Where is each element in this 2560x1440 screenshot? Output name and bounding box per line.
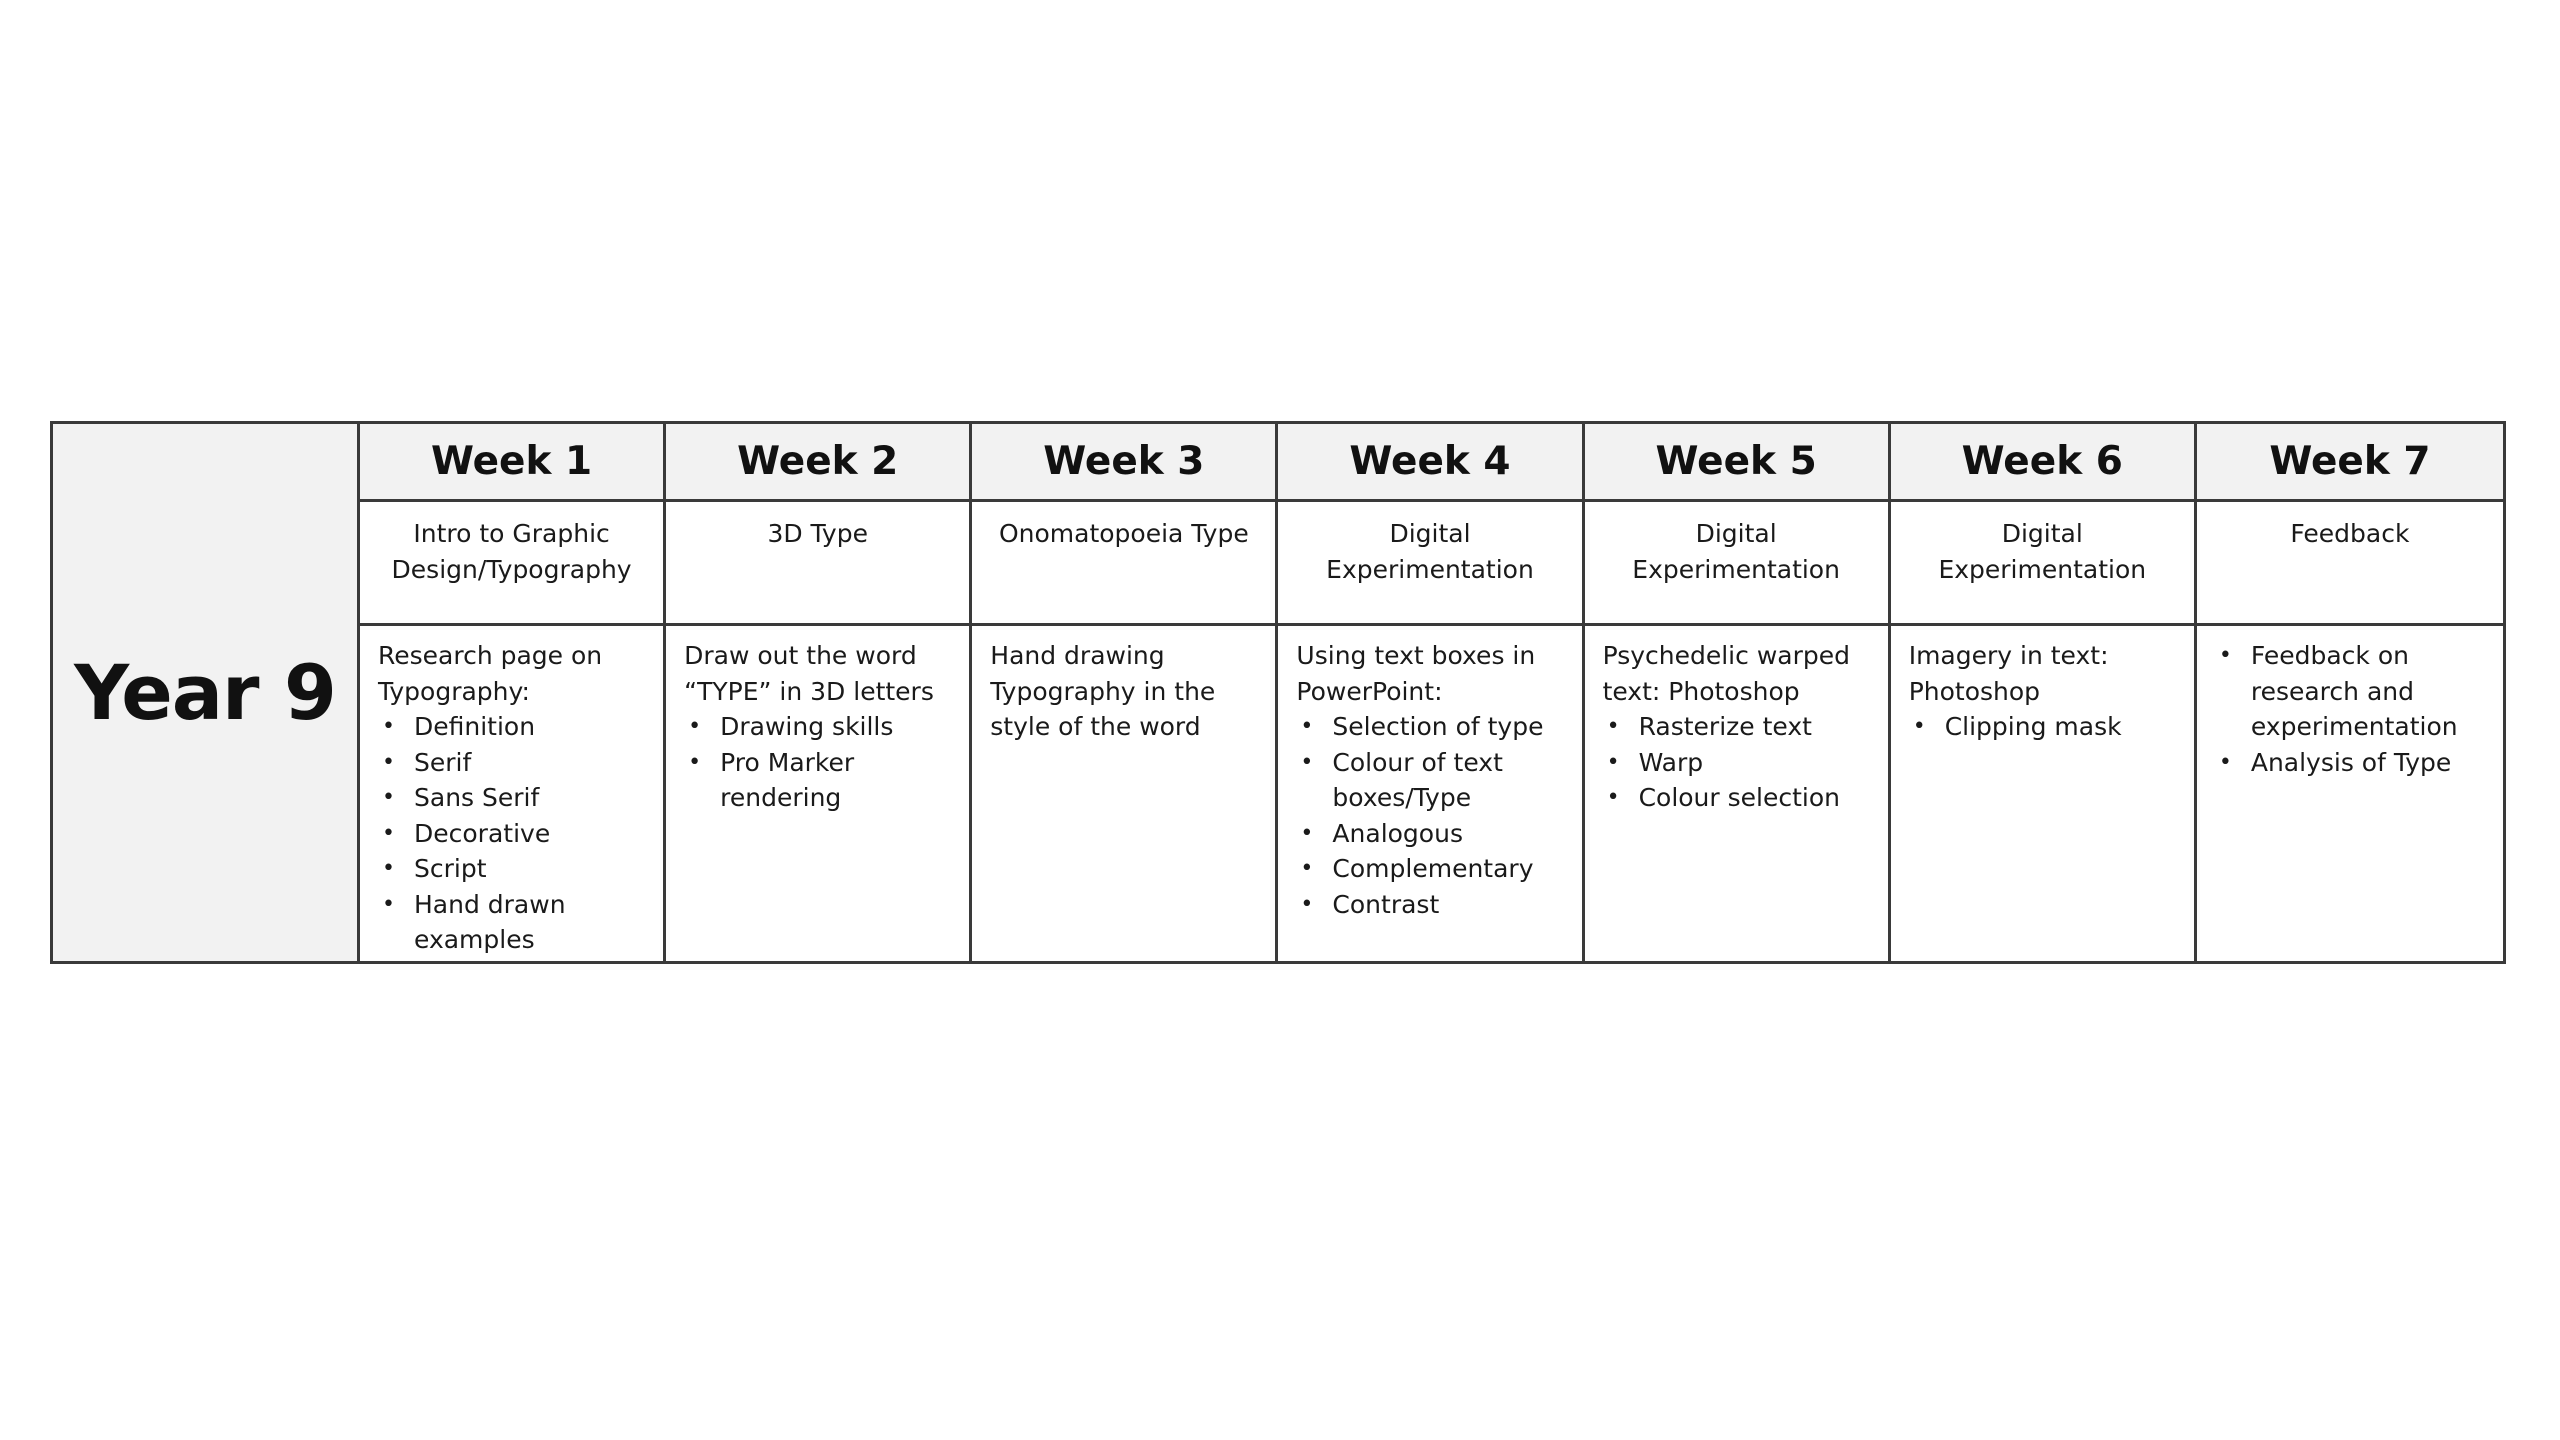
week-details-intro: Using text boxes in PowerPoint: <box>1296 641 1536 706</box>
week-topic: Digital Experimentation <box>1938 519 2147 584</box>
week-details-intro: Hand drawing Typography in the style of the word <box>990 641 1216 741</box>
bullet-dot-icon: • <box>1606 749 1620 775</box>
bullet-text: Analysis of Type <box>2250 747 2452 777</box>
week-topic: Feedback <box>2290 519 2410 548</box>
week-title: Week 7 <box>2269 439 2431 484</box>
bullet-text: Pro Marker rendering <box>720 747 855 812</box>
bullet-item <box>1603 709 1876 745</box>
bullet-text: Hand drawn examples <box>414 889 566 954</box>
bullet-item <box>1296 709 1569 745</box>
bullet-list <box>684 709 957 816</box>
week-header <box>2197 424 2503 502</box>
week-details-cell <box>360 626 666 961</box>
bullet-text: Warp <box>1638 747 1704 777</box>
week-header <box>1278 424 1584 502</box>
week-details-cell <box>1585 626 1891 961</box>
scheme-of-work-table <box>50 421 2506 964</box>
year-label: Year 9 <box>74 648 336 737</box>
week-details-intro: Draw out the word “TYPE” in 3D letters <box>684 641 934 706</box>
week-header <box>1891 424 2197 502</box>
week-title: Week 5 <box>1655 439 1817 484</box>
bullet-item <box>1603 780 1876 816</box>
week-header <box>1585 424 1891 502</box>
week-details-intro: Research page on Typography: <box>378 641 603 706</box>
bullet-dot-icon: • <box>382 856 395 881</box>
week-header <box>666 424 972 502</box>
bullet-item <box>1296 887 1569 923</box>
week-topic: 3D Type <box>767 519 868 548</box>
bullet-text: Clipping mask <box>1944 712 2122 741</box>
bullet-item <box>684 745 957 816</box>
bullet-text: Serif <box>414 747 472 777</box>
bullet-dot-icon: • <box>1300 714 1314 739</box>
week-details-intro: Imagery in text: Photoshop <box>1908 641 2109 706</box>
bullet-dot-icon: • <box>1606 785 1620 810</box>
bullet-dot-icon: • <box>382 891 395 917</box>
bullet-dot-icon: • <box>1912 714 1926 739</box>
bullet-text: Colour selection <box>1638 783 1840 812</box>
bullet-item <box>378 816 651 852</box>
year-cell <box>53 424 360 961</box>
bullet-text: Complementary <box>1332 854 1534 883</box>
week-header <box>972 424 1278 502</box>
week-topic: Intro to Graphic Design/Typography <box>391 519 632 584</box>
bullet-dot-icon: • <box>688 749 702 775</box>
bullet-text: Selection of type <box>1332 712 1544 741</box>
bullet-item <box>378 780 651 816</box>
bullet-text: Sans Serif <box>414 783 540 812</box>
week-details-cell <box>2197 626 2503 961</box>
bullet-text: Decorative <box>414 818 551 848</box>
bullet-list <box>378 709 651 958</box>
week-title: Week 3 <box>1043 439 1205 484</box>
bullet-dot-icon: • <box>1606 714 1620 739</box>
bullet-text: Colour of text boxes/Type <box>1332 747 1503 812</box>
bullet-text: Drawing skills <box>720 712 894 741</box>
week-topic-cell <box>1891 502 2197 626</box>
week-details-intro: Psychedelic warped text: Photoshop <box>1602 641 1850 706</box>
week-details-cell <box>666 626 972 961</box>
week-details-cell <box>972 626 1278 961</box>
bullet-dot-icon: • <box>688 714 702 739</box>
week-title: Week 6 <box>1961 439 2123 484</box>
week-title: Week 2 <box>737 439 899 484</box>
bullet-dot-icon: • <box>2218 749 2232 775</box>
bullet-list <box>1603 709 1876 816</box>
week-topic-cell <box>666 502 972 626</box>
bullet-dot-icon: • <box>382 820 395 846</box>
bullet-item <box>1296 851 1569 887</box>
bullet-dot-icon: • <box>2218 643 2232 668</box>
bullet-text: Definition <box>414 712 536 741</box>
bullet-dot-icon: • <box>1300 749 1314 775</box>
week-title: Week 1 <box>430 439 593 484</box>
week-details-cell <box>1891 626 2197 961</box>
bullet-item <box>1909 709 2182 745</box>
bullet-item <box>378 745 651 781</box>
bullet-item <box>684 709 957 745</box>
bullet-list <box>2215 638 2491 780</box>
bullet-item <box>378 887 651 958</box>
bullet-text: Contrast <box>1332 889 1440 919</box>
bullet-item <box>378 709 651 745</box>
week-topic-cell <box>2197 502 2503 626</box>
bullet-dot-icon: • <box>382 785 395 810</box>
bullet-text: Feedback on research and experimentation <box>2250 641 2458 741</box>
bullet-dot-icon: • <box>1300 820 1314 846</box>
week-header <box>360 424 666 502</box>
week-title: Week 4 <box>1349 439 1511 484</box>
week-topic-cell <box>360 502 666 626</box>
bullet-text: Analogous <box>1332 818 1463 848</box>
bullet-item <box>2215 745 2491 781</box>
bullet-item <box>1296 816 1569 852</box>
bullet-text: Script <box>414 854 487 883</box>
week-topic: Digital Experimentation <box>1632 519 1840 584</box>
bullet-dot-icon: • <box>1300 891 1314 917</box>
week-topic: Onomatopoeia Type <box>998 519 1249 548</box>
week-topic: Digital Experimentation <box>1326 519 1534 584</box>
week-topic-cell <box>1585 502 1891 626</box>
week-details-cell <box>1278 626 1584 961</box>
bullet-list <box>1909 709 2182 745</box>
bullet-item <box>1296 745 1569 816</box>
week-topic-cell <box>972 502 1278 626</box>
bullet-dot-icon: • <box>382 749 395 775</box>
bullet-list <box>1296 709 1569 922</box>
bullet-text: Rasterize text <box>1638 712 1812 741</box>
bullet-dot-icon: • <box>382 714 395 739</box>
bullet-item <box>378 851 651 887</box>
week-topic-cell <box>1278 502 1584 626</box>
bullet-dot-icon: • <box>1300 856 1314 881</box>
bullet-item <box>2215 638 2491 745</box>
bullet-item <box>1603 745 1876 781</box>
